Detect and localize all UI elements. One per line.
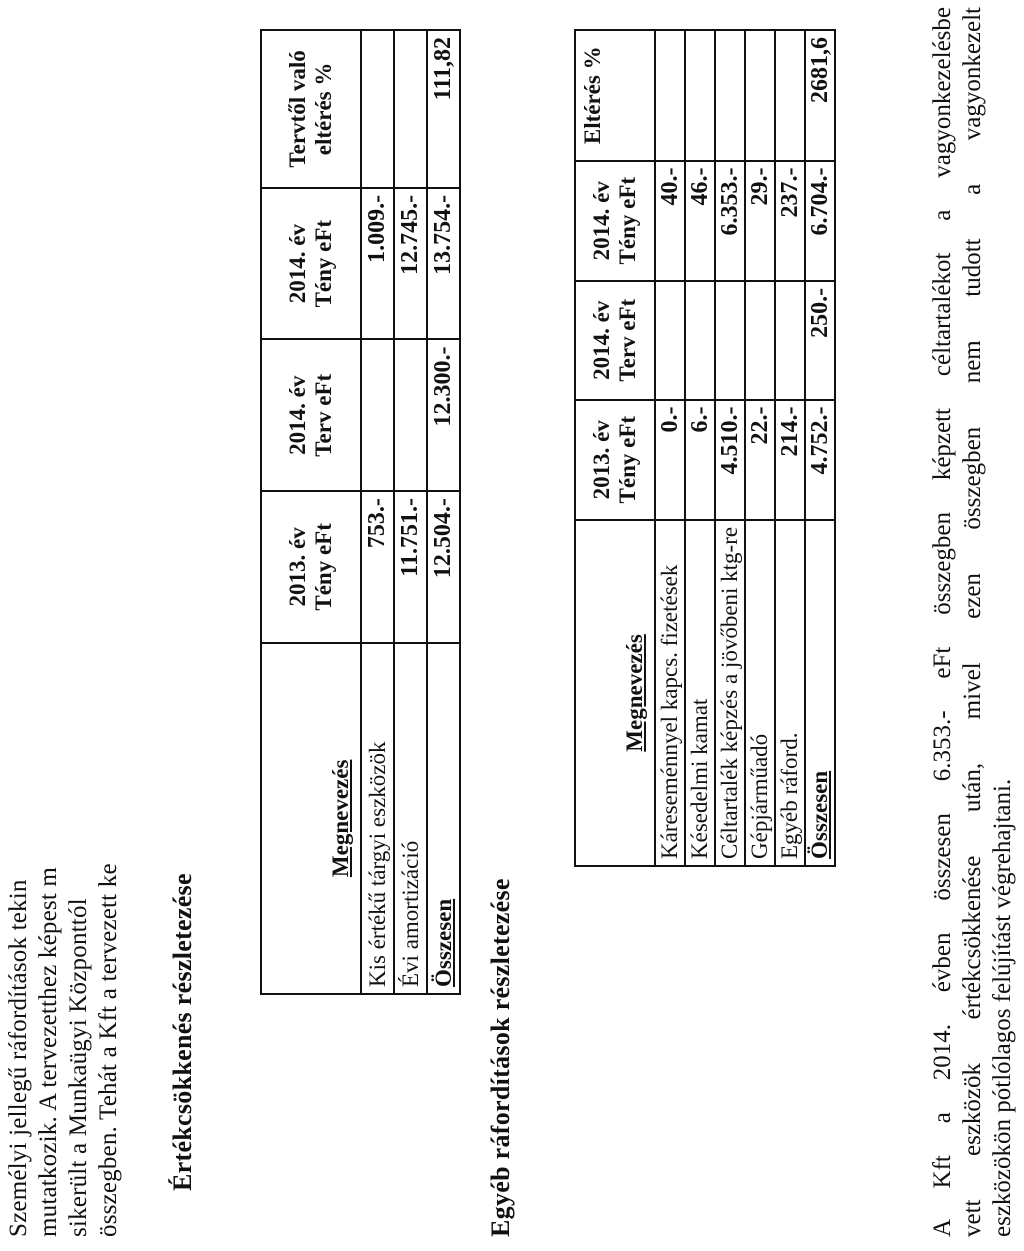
row-label: Egyéb ráford. xyxy=(775,520,805,866)
depreciation-table xyxy=(260,29,461,995)
intro-line: sikerült a Munkaügyi Központtól xyxy=(65,898,92,1237)
total-label: Összesen xyxy=(805,520,835,866)
col-header-2013-actual: 2013. év Tény eFt xyxy=(575,400,655,520)
col-header-deviation: Tervtől való eltérés % xyxy=(261,30,361,188)
total-deviation: 2681,6 xyxy=(805,30,835,161)
cell-deviation xyxy=(361,30,394,188)
cell-deviation xyxy=(715,30,745,161)
footer-paragraph xyxy=(928,7,1018,1237)
total-actual-2014: 13.754.- xyxy=(427,188,460,340)
cell-2013: 4.510.- xyxy=(715,400,745,520)
cell-actual-2014: 29.- xyxy=(745,161,775,281)
cell-2013: 6.- xyxy=(685,400,715,520)
cell-actual-2014: 6.353.- xyxy=(715,161,745,281)
cell-actual-2014: 46.- xyxy=(685,161,715,281)
intro-line: Személyi jellegű ráfordítások tekin xyxy=(5,879,32,1237)
total-plan-2014: 250.- xyxy=(805,281,835,400)
intro-line: mutatkozik. A tervezetthez képest m xyxy=(35,866,62,1237)
footer-line: eszközökön pótlólagos felújítást végrehajtani. xyxy=(989,778,1016,1237)
cell-plan-2014 xyxy=(715,281,745,400)
total-deviation: 111,82 xyxy=(427,30,460,188)
cell-actual-2014: 1.009.- xyxy=(361,188,394,340)
table-row xyxy=(361,30,394,994)
total-actual-2014: 6.704.- xyxy=(805,161,835,281)
total-plan-2014: 12.300.- xyxy=(427,339,460,491)
col-header-name: Megnevezés xyxy=(575,520,655,866)
row-label: Céltartalék képzés a jövőbeni ktg-re xyxy=(715,520,745,866)
total-label: Összesen xyxy=(427,643,460,994)
row-label: Káreseménnyel kapcs. fizetések xyxy=(655,520,685,866)
table-row xyxy=(715,30,745,866)
table-total-row xyxy=(805,30,835,866)
col-header-2014-plan: 2014. év Terv eFt xyxy=(575,281,655,400)
col-header-2014-actual: 2014. év Tény eFt xyxy=(575,161,655,281)
cell-actual-2014: 237.- xyxy=(775,161,805,281)
cell-plan-2014 xyxy=(361,339,394,491)
cell-actual-2014: 12.745.- xyxy=(394,188,427,340)
cell-deviation xyxy=(655,30,685,161)
table-header-row xyxy=(575,30,655,866)
col-header-2014-actual: 2014. év Tény eFt xyxy=(261,188,361,340)
cell-2013: 0.- xyxy=(655,400,685,520)
cell-deviation xyxy=(685,30,715,161)
cell-plan-2014 xyxy=(745,281,775,400)
total-2013: 4.752.- xyxy=(805,400,835,520)
cell-plan-2014 xyxy=(685,281,715,400)
total-2013: 12.504.- xyxy=(427,491,460,643)
col-header-name: Megnevezés xyxy=(261,643,361,994)
table-row xyxy=(394,30,427,994)
other-expenses-table xyxy=(574,29,836,867)
footer-line: vett eszközök értékcsökkenése után, mivel ezen összegben nem tudott a vagyonkezelt xyxy=(959,7,986,1237)
depreciation-heading: Értékcsökkenés részletezése xyxy=(168,873,197,1191)
cell-deviation xyxy=(775,30,805,161)
row-label: Késedelmi kamat xyxy=(685,520,715,866)
col-header-2014-plan: 2014. év Terv eFt xyxy=(261,339,361,491)
cell-2013: 214.- xyxy=(775,400,805,520)
col-header-deviation: Eltérés % xyxy=(575,30,655,161)
footer-line: A Kft a 2014. évben összesen 6.353.- eFt összegben képzett céltartalékot a vagyonkezelésbe xyxy=(929,7,956,1237)
row-label: Évi amortizáció xyxy=(394,643,427,994)
table-header-row xyxy=(261,30,361,994)
row-label: Kis értékű tárgyi eszközök xyxy=(361,643,394,994)
cell-2013: 22.- xyxy=(745,400,775,520)
cell-plan-2014 xyxy=(394,339,427,491)
cell-plan-2014 xyxy=(775,281,805,400)
intro-paragraph xyxy=(4,597,124,1237)
cell-deviation xyxy=(745,30,775,161)
cell-2013: 11.751.- xyxy=(394,491,427,643)
cell-2013: 753.- xyxy=(361,491,394,643)
intro-line: összegben. Tehát a Kft a tervezett ke xyxy=(95,863,122,1237)
other-expenses-heading: Egyéb ráfordítások részletezése xyxy=(486,878,515,1237)
table-row xyxy=(745,30,775,866)
cell-plan-2014 xyxy=(655,281,685,400)
row-label: Gépjárműadó xyxy=(745,520,775,866)
table-row xyxy=(685,30,715,866)
table-total-row xyxy=(427,30,460,994)
col-header-2013-actual: 2013. év Tény eFt xyxy=(261,491,361,643)
cell-actual-2014: 40.- xyxy=(655,161,685,281)
cell-deviation xyxy=(394,30,427,188)
table-row xyxy=(775,30,805,866)
table-row xyxy=(655,30,685,866)
